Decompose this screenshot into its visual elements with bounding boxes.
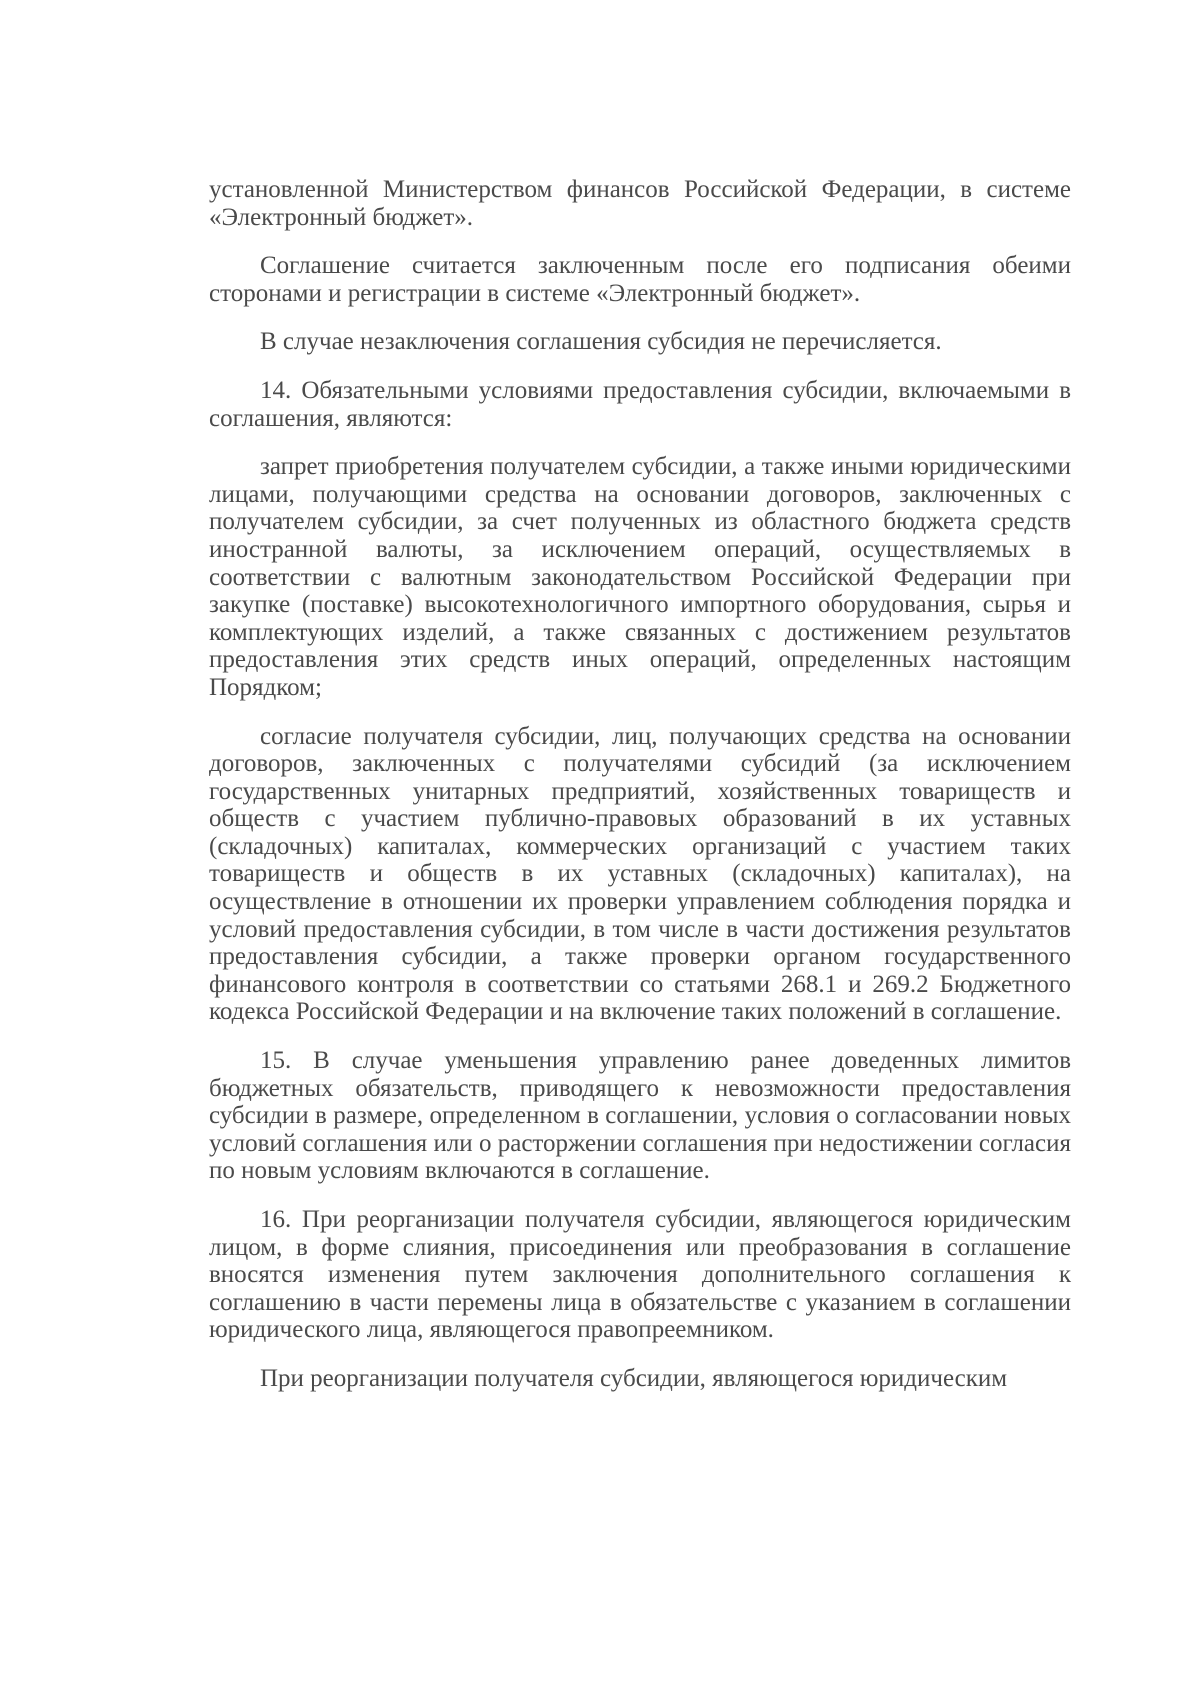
paragraph-continuation: установленной Министерством финансов Российской Федерации, в системе «Электронный бюджет». xyxy=(209,176,1071,231)
paragraph-agreement-concluded: Соглашение считается заключенным после его подписания обеими сторонами и регистрации в системе «Электронный бюджет». xyxy=(209,252,1071,307)
paragraph-item-15: 15. В случае уменьшения управлению ранее доведенных лимитов бюджетных обязательств, приводящего к невозможности предоставления субсидии в размере, определенном в соглашении, условия о согласовании новых условий соглашения или о расторжении соглашения при недостижении согласия по новым условиям включаются в соглашение. xyxy=(209,1047,1071,1185)
paragraph-non-conclusion: В случае незаключения соглашения субсидия не перечисляется. xyxy=(260,328,942,356)
paragraph-item-16: 16. При реорганизации получателя субсидии, являющегося юридическим лицом, в форме слияния, присоединения или преобразования в соглашение вносятся изменения путем заключения дополнительного соглашения к соглашению в части перемены лица в обязательстве с указанием в соглашении юридического лица, являющегося правопреемником. xyxy=(209,1206,1071,1344)
paragraph-currency-ban: запрет приобретения получателем субсидии, а также иными юридическими лицами, получающими средства на основании договоров, заключенных с получателем субсидии, за счет полученных из областного бюджета средств иностранной валюты, за исключением операций, осуществляемых в соответствии с валютным законодательством Российской Федерации при закупке (поставке) высокотехнологичного импортного оборудования, сырья и комплектующих изделий, а также связанных с достижением результатов предоставления этих средств иных операций, определенных настоящим Порядком; xyxy=(209,453,1071,701)
paragraph-reorganization: При реорганизации получателя субсидии, являющегося юридическим xyxy=(260,1364,1008,1392)
paragraph-consent: согласие получателя субсидии, лиц, получающих средства на основании договоров, заключенных с получателями субсидий (за исключением государственных унитарных предприятий, хозяйственных товариществ и обществ с участием публично-правовых образований в их уставных (складочных) капиталах, коммерческих организаций с участием таких товариществ и обществ в их уставных (складочных) капиталах), на осуществление в отношении их проверки управлением соблюдения порядка и условий предоставления субсидии, в том числе в части достижения результатов предоставления субсидии, а также проверки органом государственного финансового контроля в соответствии со статьями 268.1 и 269.2 Бюджетного кодекса Российской Федерации и на включение таких положений в соглашение. xyxy=(209,722,1071,1026)
paragraph-item-14: 14. Обязательными условиями предоставления субсидии, включаемыми в соглашения, являются: xyxy=(209,376,1071,432)
document-body xyxy=(209,176,1071,1393)
